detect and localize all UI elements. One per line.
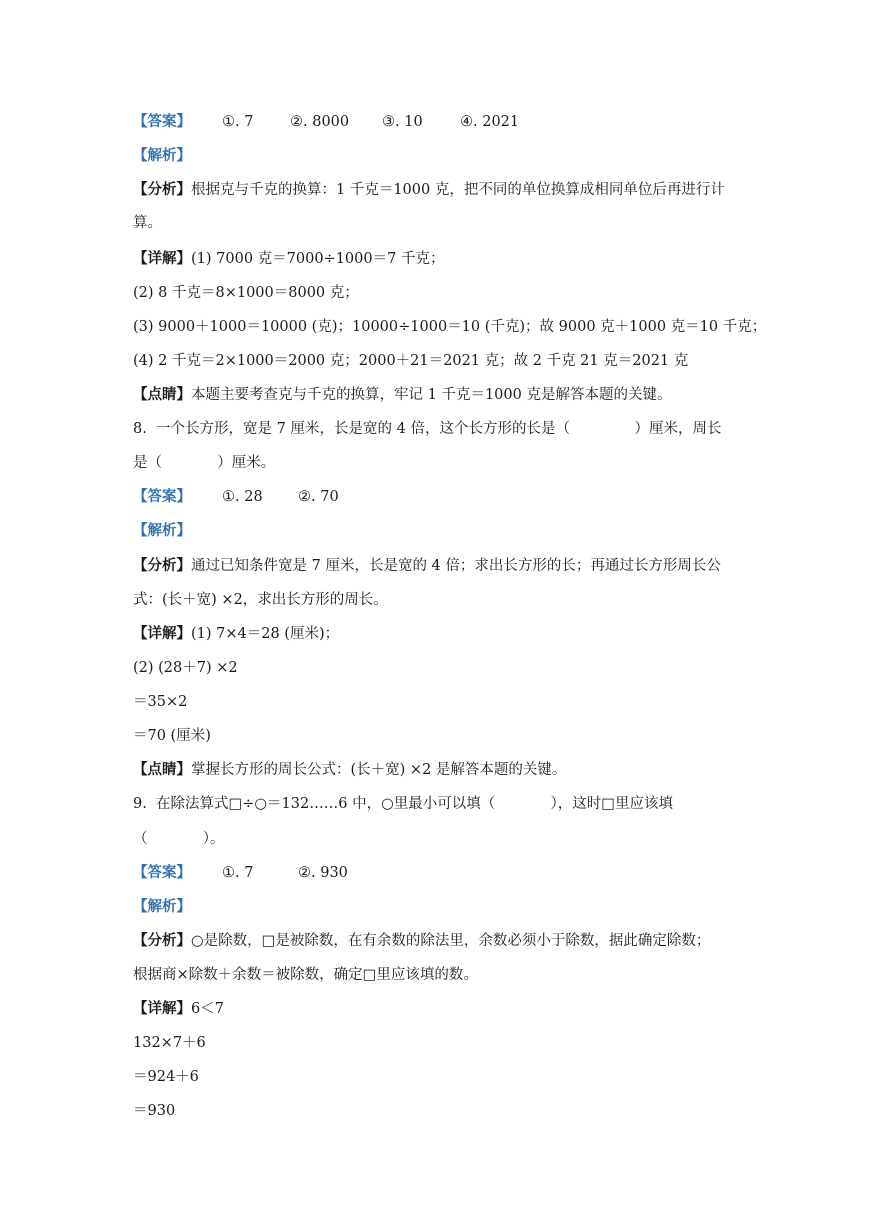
- q8-question-line-2: 是（ ）厘米。: [133, 455, 276, 471]
- q8-xiangjie-line-2: (2) (28＋7) ×2: [133, 660, 238, 676]
- q8-xiangjie-line-4: ＝70 (厘米): [133, 728, 211, 744]
- q9-xiangjie-line-2: 132×7＋6: [133, 1035, 206, 1051]
- q7-analysis-tag: 【解析】: [133, 147, 191, 164]
- q8-answer-2: ②. 70: [298, 489, 339, 505]
- q8-answer-1: ①. 28: [222, 489, 263, 505]
- q8-dianjing-text: 掌握长方形的周长公式：(长＋宽) ×2 是解答本题的关键。: [191, 762, 567, 778]
- q9-fenxi-tag: 【分析】: [133, 932, 191, 949]
- q8-fenxi-tag: 【分析】: [133, 557, 191, 574]
- q9-xiangjie-line-3: ＝924＋6: [133, 1069, 199, 1085]
- q9-question-line-1: 9. 在除法算式□÷○＝132……6 中，○里最小可以填（ ），这时□里应该填: [133, 796, 673, 812]
- q7-answer-4: ④. 2021: [460, 114, 520, 130]
- q9-answer-tag: 【答案】: [133, 864, 191, 881]
- q8-xiangjie-text-1: (1) 7×4＝28 (厘米)；: [191, 626, 340, 642]
- q8-fenxi-line-1: [133, 556, 721, 576]
- q8-dianjing-tag: 【点睛】: [133, 761, 191, 778]
- q7-fenxi-line-2: 算。: [133, 215, 162, 231]
- q8-xiangjie-line-1: [133, 624, 339, 644]
- q7-answer-tag: 【答案】: [133, 113, 191, 130]
- q7-fenxi-tag: 【分析】: [133, 181, 191, 198]
- q7-xiangjie-line-2: (2) 8 千克＝8×1000＝8000 克；: [133, 285, 359, 301]
- q7-dianjing-tag: 【点睛】: [133, 386, 191, 403]
- q9-fenxi-line-2: 根据商×除数＋余数＝被除数，确定□里应该填的数。: [133, 967, 478, 983]
- q8-analysis-tag: 【解析】: [133, 522, 191, 539]
- q9-xiangjie-tag: 【详解】: [133, 1000, 191, 1017]
- q7-dianjing-text: 本题主要考查克与千克的换算，牢记 1 千克＝1000 克是解答本题的关键。: [191, 387, 672, 403]
- q8-fenxi-text-1: 通过已知条件宽是 7 厘米，长是宽的 4 倍；求出长方形的长；再通过长方形周长公: [191, 558, 721, 574]
- q7-xiangjie-line-4: (4) 2 千克＝2×1000＝2000 克；2000＋21＝2021 克；故 2 千克 21 克＝2021 克: [133, 353, 689, 369]
- q8-xiangjie-tag: 【详解】: [133, 625, 191, 642]
- q8-dianjing-line: [133, 760, 566, 780]
- q9-fenxi-text-1: ○是除数，□是被除数，在有余数的除法里，余数必须小于除数，据此确定除数；: [191, 933, 711, 949]
- q9-fenxi-line-1: [133, 931, 710, 951]
- q7-fenxi-text-1: 根据克与千克的换算：1 千克＝1000 克，把不同的单位换算成相同单位后再进行计: [191, 182, 725, 198]
- q7-answer-3: ③. 10: [382, 114, 423, 130]
- q8-fenxi-line-2: 式：(长＋宽) ×2，求出长方形的周长。: [133, 592, 388, 608]
- q7-xiangjie-line-1: [133, 249, 444, 269]
- q7-fenxi-line-1: [133, 180, 725, 200]
- q8-question-line-1: 8. 一个长方形，宽是 7 厘米，长是宽的 4 倍，这个长方形的长是（ ）厘米，周长: [133, 421, 722, 437]
- q9-xiangjie-line-1: [133, 999, 224, 1019]
- q9-answer-2: ②. 930: [298, 865, 348, 881]
- q9-xiangjie-text-1: 6＜7: [191, 1001, 224, 1017]
- q8-answer-tag: 【答案】: [133, 488, 191, 505]
- q7-xiangjie-line-3: (3) 9000＋1000＝10000 (克)；10000÷1000＝10 (千克)；故 9000 克＋1000 克＝10 千克；: [133, 319, 767, 335]
- q8-xiangjie-line-3: ＝35×2: [133, 694, 188, 710]
- q7-dianjing-line: [133, 385, 671, 405]
- q9-xiangjie-line-4: ＝930: [133, 1103, 176, 1119]
- q7-answer-1: ①. 7: [222, 114, 254, 130]
- q9-answer-1: ①. 7: [222, 865, 254, 881]
- q7-answer-2: ②. 8000: [290, 114, 350, 130]
- q7-xiangjie-tag: 【详解】: [133, 250, 191, 267]
- q9-analysis-tag: 【解析】: [133, 898, 191, 915]
- q7-xiangjie-text-1: (1) 7000 克＝7000÷1000＝7 千克；: [191, 251, 445, 267]
- q9-question-line-2: （ ）。: [133, 831, 225, 847]
